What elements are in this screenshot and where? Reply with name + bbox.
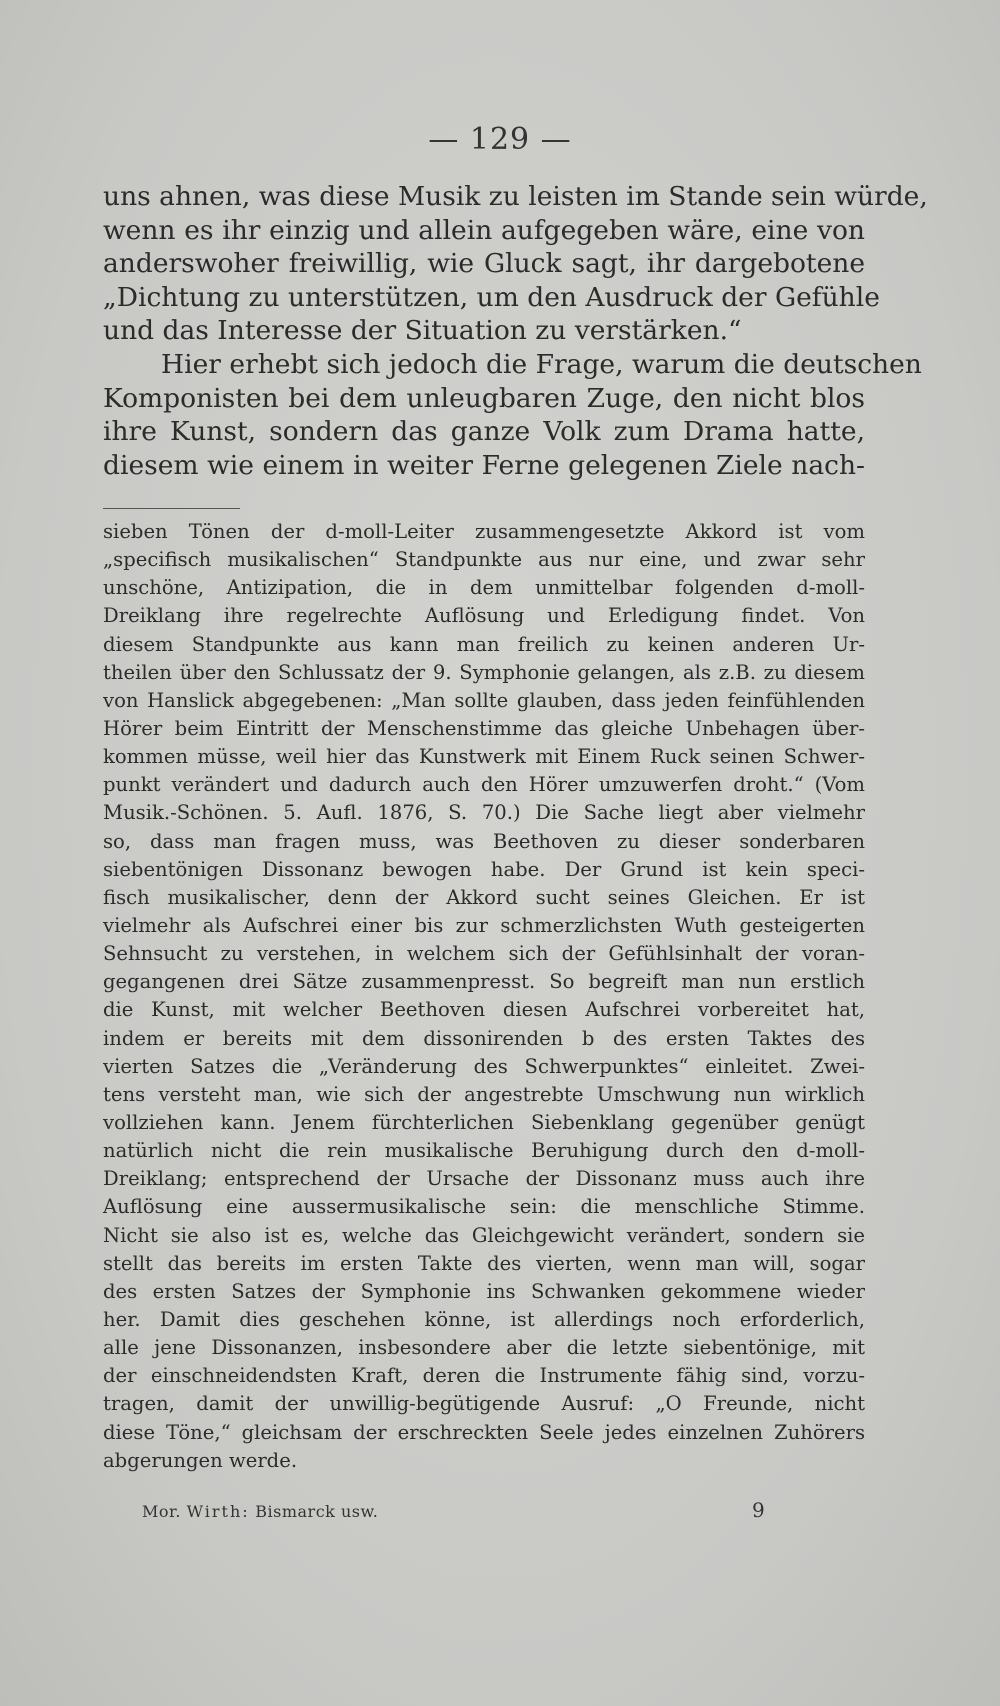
text-line: uns ahnen, was diese Musik zu leisten im Stande sein würde, — [103, 181, 928, 212]
footnote-line: der einschneidendsten Kraft, deren die Instrumente fähig sind, vorzu- — [103, 1364, 865, 1388]
footnote-line: gegangenen drei Sätze zusammenpresst. So begreift man nun erstlich — [103, 970, 865, 994]
footnote-line: des ersten Satzes der Symphonie ins Schwanken gekommene wieder — [103, 1279, 865, 1303]
text-line: Komponisten bei dem unleugbaren Zuge, den nicht blos — [103, 382, 865, 414]
footnote-line: diese Töne,“ gleichsam der erschreckten Seele jedes einzelnen Zuhörers — [103, 1420, 865, 1444]
text-line: diesem wie einem in weiter Ferne gelegenen Ziele nach- — [103, 449, 865, 481]
footnote-line: natürlich nicht die rein musikalische Beruhigung durch den d-moll- — [103, 1139, 865, 1163]
footnote-line: Nicht sie also ist es, welche das Gleichgewicht verändert, sondern sie — [103, 1223, 865, 1247]
footnote-line: siebentönigen Dissonanz bewogen habe. Der Grund ist kein speci- — [103, 857, 865, 881]
footnote-line: Dreiklang ihre regelrechte Auflösung und Erledigung findet. Von — [103, 604, 865, 628]
text-line: Hier erhebt sich jedoch die Frage, warum die deutschen — [161, 348, 922, 380]
footnote-line: stellt das bereits im ersten Takte des vierten, wenn man will, sogar — [103, 1251, 865, 1275]
footnote-line: kommen müsse, weil hier das Kunstwerk mit Einem Ruck seinen Schwer- — [103, 745, 865, 769]
footnote-line: fisch musikalischer, denn der Akkord sucht seines Gleichen. Er ist — [103, 885, 865, 909]
footnote-line: abgerungen werde. — [103, 1448, 298, 1472]
footnote-line: sieben Tönen der d-moll-Leiter zusammengesetzte Akkord ist vom — [103, 520, 865, 543]
footnote-line: vierten Satzes die „Veränderung des Schwerpunktes“ einleitet. Zwei- — [103, 1054, 865, 1078]
footnote-line: vollziehen kann. Jenem fürchterlichen Siebenklang gegenüber genügt — [103, 1110, 865, 1134]
footnote-line: Auflösung eine aussermusikalische sein: die menschliche Stimme. — [103, 1195, 865, 1219]
signature-author: Wirth: — [186, 1502, 250, 1521]
text-line: „Dichtung zu unterstützen, um den Ausdruck der Gefühle — [103, 281, 880, 313]
text-line: anderswoher freiwillig, wie Gluck sagt, ihr dargebotene — [103, 248, 865, 280]
footnote-line: Musik.-Schönen. 5. Aufl. 1876, S. 70.) Die Sache liegt aber vielmehr — [103, 801, 865, 825]
footnote-line: „specifisch musikalischen“ Standpunkte aus nur eine, und zwar sehr — [103, 548, 865, 572]
footnote-line: diesem Standpunkte aus kann man freilich zu keinen anderen Ur- — [103, 632, 865, 656]
signature-prefix: Mor. — [142, 1502, 181, 1521]
footnote-line: so, dass man fragen muss, was Beethoven zu dieser sonderbaren — [103, 829, 865, 853]
signature-title: Bismarck usw. — [255, 1502, 379, 1521]
sheet-number: 9 — [752, 1498, 765, 1522]
footnote-line: indem er bereits mit dem dissonirenden b des ersten Taktes des — [103, 1026, 865, 1050]
footnote-line: Sehnsucht zu verstehen, in welchem sich der Gefühlsinhalt der voran- — [103, 942, 865, 966]
footnote-line: punkt verändert und dadurch auch den Hörer umzuwerfen droht.“ (Vom — [103, 773, 865, 797]
footnote-line: von Hanslick abgegebenen: „Man sollte glauben, dass jeden feinfühlenden — [103, 688, 865, 712]
footnote-line: Dreiklang; entsprechend der Ursache der Dissonanz muss auch ihre — [103, 1167, 865, 1191]
footnote-line: theilen über den Schlussatz der 9. Symphonie gelangen, als z.B. zu diesem — [103, 660, 865, 684]
footnote-line: alle jene Dissonanzen, insbesondere aber die letzte siebentönige, mit — [103, 1336, 865, 1360]
main-text — [103, 180, 928, 482]
footnote-line: tens versteht man, wie sich der angestrebte Umschwung nun wirklich — [103, 1082, 865, 1106]
text-line: und das Interesse der Situation zu verstärken.“ — [103, 315, 742, 347]
footnote-line: vielmehr als Aufschrei einer bis zur schmerzlichsten Wuth gesteigerten — [103, 913, 865, 937]
page-number: — 129 — — [428, 122, 572, 157]
footnote-divider — [103, 508, 240, 509]
footnote-line: die Kunst, mit welcher Beethoven diesen Aufschrei vorbereitet hat, — [103, 998, 865, 1022]
footnote-line: tragen, damit der unwillig-begütigende Ausruf: „O Freunde, nicht — [103, 1392, 865, 1416]
text-line: wenn es ihr einzig und allein aufgegeben wäre, eine von — [103, 214, 865, 246]
footnote-line: her. Damit dies geschehen könne, ist allerdings noch erforderlich, — [103, 1307, 865, 1331]
footnote-line: unschöne, Antizipation, die in dem unmittelbar folgenden d-moll- — [103, 576, 865, 600]
signature-line — [142, 1502, 378, 1521]
text-line: ihre Kunst, sondern das ganze Volk zum Drama hatte, — [103, 416, 865, 448]
footnote-line: Hörer beim Eintritt der Menschenstimme das gleiche Unbehagen über- — [103, 716, 865, 740]
footnote — [103, 518, 865, 1475]
